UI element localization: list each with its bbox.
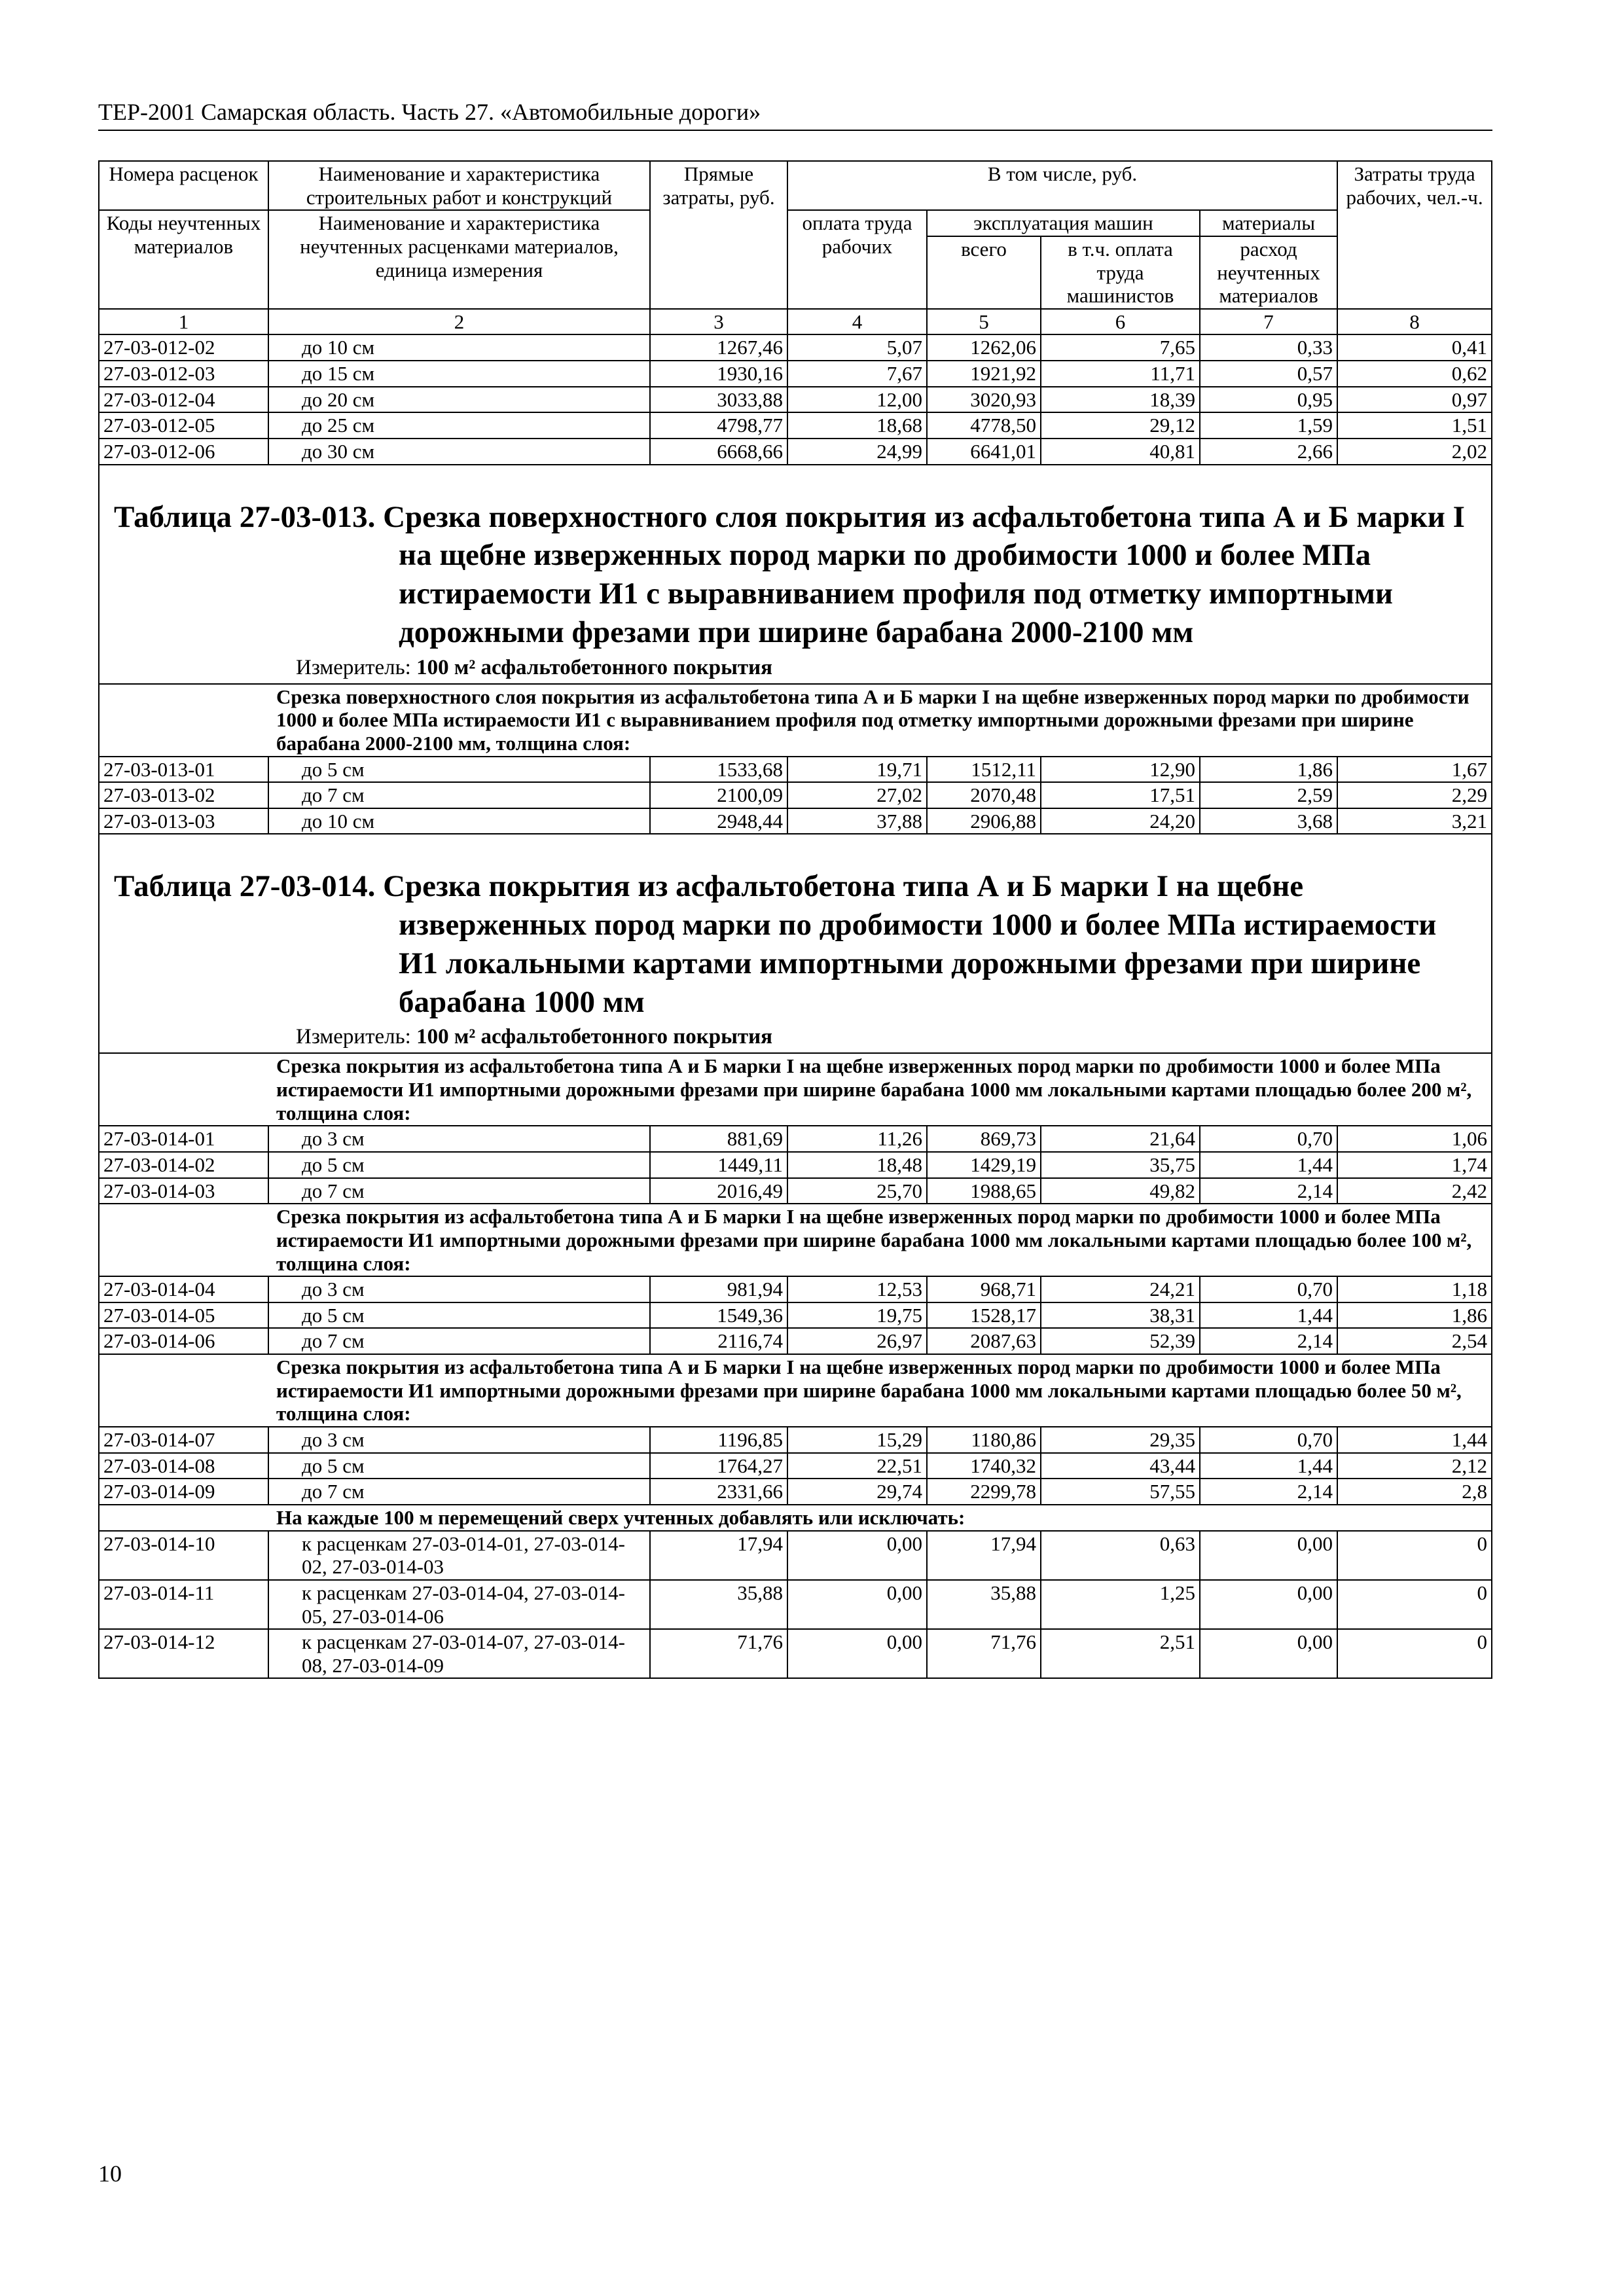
- value-cell: 2,02: [1337, 439, 1492, 465]
- col-number: 2: [268, 309, 650, 335]
- table-row: [99, 1178, 1492, 1204]
- table-013-caption: [99, 465, 1492, 684]
- group-row: [99, 1053, 1492, 1126]
- work-description: до 5 см: [268, 757, 650, 783]
- rate-code: 27-03-012-06: [99, 439, 268, 465]
- table-row: [99, 1531, 1492, 1580]
- value-cell: 1533,68: [650, 757, 787, 783]
- col3-header: Прямые затраты, руб.: [650, 161, 787, 309]
- work-description: к расценкам 27-03-014-01, 27-03-014-02, 27-03-014-03: [268, 1531, 650, 1580]
- value-cell: 25,70: [787, 1178, 927, 1204]
- rate-code: 27-03-014-09: [99, 1479, 268, 1505]
- value-cell: 5,07: [787, 334, 927, 361]
- running-header: ТЕР-2001 Самарская область. Часть 27. «Автомобильные дороги»: [98, 98, 1492, 131]
- value-cell: 1,74: [1337, 1152, 1492, 1178]
- table-row: [99, 1126, 1492, 1152]
- col4-header: оплата труда рабочих: [787, 210, 927, 309]
- col1-bottom-header: Коды неучтенных материалов: [99, 210, 268, 309]
- value-cell: 1,67: [1337, 757, 1492, 783]
- value-cell: 2,66: [1200, 439, 1337, 465]
- meter-value: 100 м² асфальтобетонного покрытия: [416, 655, 772, 679]
- col6-header: в т.ч. оплата труда машинистов: [1041, 236, 1200, 309]
- table-row: [99, 387, 1492, 413]
- table-013-caption-row: [99, 465, 1492, 684]
- value-cell: 2,8: [1337, 1479, 1492, 1505]
- meter-value: 100 м² асфальтобетонного покрытия: [416, 1025, 772, 1049]
- rate-code: 27-03-012-03: [99, 361, 268, 387]
- value-cell: 0,70: [1200, 1276, 1337, 1302]
- value-cell: 11,26: [787, 1126, 927, 1152]
- column-numbers-row: [99, 309, 1492, 335]
- value-cell: 0,70: [1200, 1126, 1337, 1152]
- table-row: [99, 1427, 1492, 1453]
- value-cell: 0,00: [1200, 1531, 1337, 1580]
- group-row: [99, 1354, 1492, 1427]
- table-row: [99, 412, 1492, 439]
- value-cell: 1930,16: [650, 361, 787, 387]
- col8-header: Затраты труда рабочих, чел.-ч.: [1337, 161, 1492, 309]
- value-cell: 1,44: [1200, 1152, 1337, 1178]
- table-row: [99, 1629, 1492, 1678]
- table-row: [99, 757, 1492, 783]
- value-cell: 12,00: [787, 387, 927, 413]
- rate-code: 27-03-014-10: [99, 1531, 268, 1580]
- work-description: до 15 см: [268, 361, 650, 387]
- rate-code: 27-03-014-08: [99, 1453, 268, 1479]
- table-row: [99, 1580, 1492, 1629]
- meter-label: Измеритель:: [296, 655, 411, 679]
- work-description: до 3 см: [268, 1427, 650, 1453]
- value-cell: 0,62: [1337, 361, 1492, 387]
- work-description: до 7 см: [268, 782, 650, 808]
- value-cell: 19,75: [787, 1302, 927, 1329]
- col-number: 4: [787, 309, 927, 335]
- value-cell: 2,14: [1200, 1328, 1337, 1354]
- rate-code: 27-03-013-03: [99, 808, 268, 834]
- value-cell: 22,51: [787, 1453, 927, 1479]
- value-cell: 49,82: [1041, 1178, 1200, 1204]
- rate-code: 27-03-014-01: [99, 1126, 268, 1152]
- col-number: 3: [650, 309, 787, 335]
- rate-code: 27-03-012-05: [99, 412, 268, 439]
- value-cell: 968,71: [927, 1276, 1041, 1302]
- value-cell: 43,44: [1041, 1453, 1200, 1479]
- group-heading: На каждые 100 м перемещений сверх учтенных добавлять или исключать:: [99, 1505, 1492, 1531]
- value-cell: 1,06: [1337, 1126, 1492, 1152]
- table-row: [99, 1152, 1492, 1178]
- group-row: [99, 1505, 1492, 1531]
- col5-header: всего: [927, 236, 1041, 309]
- value-cell: 18,39: [1041, 387, 1200, 413]
- col-number: 5: [927, 309, 1041, 335]
- value-cell: 981,94: [650, 1276, 787, 1302]
- value-cell: 0,33: [1200, 334, 1337, 361]
- work-description: до 10 см: [268, 334, 650, 361]
- work-description: к расценкам 27-03-014-07, 27-03-014-08, 27-03-014-09: [268, 1629, 650, 1678]
- value-cell: 19,71: [787, 757, 927, 783]
- value-cell: 1,86: [1337, 1302, 1492, 1329]
- group-heading: Срезка покрытия из асфальтобетона типа А и Б марки I на щебне изверженных пород марки по дробимости 1000 и более МПа истираемости И1 импортными дорожными фрезами при ширине барабана 1000 мм локальными картами площадью более 50 м², толщина слоя:: [99, 1354, 1492, 1427]
- value-cell: 1,18: [1337, 1276, 1492, 1302]
- value-cell: 21,64: [1041, 1126, 1200, 1152]
- value-cell: 2087,63: [927, 1328, 1041, 1354]
- group-heading: Срезка поверхностного слоя покрытия из асфальтобетона типа А и Б марки I на щебне изверженных пород марки по дробимости 1000 и более МПа истираемости И1 с выравниванием профиля под отметку импортными дорожными фрезами при ширине барабана 2000-2100 мм, толщина слоя:: [99, 684, 1492, 757]
- group-heading: Срезка покрытия из асфальтобетона типа А и Б марки I на щебне изверженных пород марки по дробимости 1000 и более МПа истираемости И1 импортными дорожными фрезами при ширине барабана 1000 мм локальными картами площадью более 100 м², толщина слоя:: [99, 1204, 1492, 1276]
- value-cell: 2906,88: [927, 808, 1041, 834]
- value-cell: 2299,78: [927, 1479, 1041, 1505]
- rate-code: 27-03-014-11: [99, 1580, 268, 1629]
- table-014-meter: [296, 1025, 1471, 1050]
- value-cell: 3033,88: [650, 387, 787, 413]
- value-cell: 2070,48: [927, 782, 1041, 808]
- value-cell: 0,70: [1200, 1427, 1337, 1453]
- value-cell: 12,53: [787, 1276, 927, 1302]
- value-cell: 1196,85: [650, 1427, 787, 1453]
- value-cell: 2,42: [1337, 1178, 1492, 1204]
- value-cell: 24,20: [1041, 808, 1200, 834]
- meter-label: Измеритель:: [296, 1025, 411, 1049]
- value-cell: 881,69: [650, 1126, 787, 1152]
- col1-top-header: Номера расценок: [99, 161, 268, 210]
- value-cell: 3020,93: [927, 387, 1041, 413]
- value-cell: 6668,66: [650, 439, 787, 465]
- value-cell: 0,00: [1200, 1629, 1337, 1678]
- col2-top-header: Наименование и характеристика строительных работ и конструкций: [268, 161, 650, 210]
- work-description: к расценкам 27-03-014-04, 27-03-014-05, 27-03-014-06: [268, 1580, 650, 1629]
- value-cell: 29,12: [1041, 412, 1200, 439]
- value-cell: 2,12: [1337, 1453, 1492, 1479]
- value-cell: 1449,11: [650, 1152, 787, 1178]
- table-row: [99, 439, 1492, 465]
- value-cell: 1,59: [1200, 412, 1337, 439]
- value-cell: 1,51: [1337, 412, 1492, 439]
- value-cell: 2,14: [1200, 1178, 1337, 1204]
- value-cell: 11,71: [1041, 361, 1200, 387]
- col2-bottom-header: Наименование и характеристика неучтенных расценками материалов, единица измерения: [268, 210, 650, 309]
- value-cell: 2116,74: [650, 1328, 787, 1354]
- value-cell: 71,76: [650, 1629, 787, 1678]
- value-cell: 29,74: [787, 1479, 927, 1505]
- materials-header: материалы: [1200, 210, 1337, 236]
- value-cell: 1988,65: [927, 1178, 1041, 1204]
- work-description: до 5 см: [268, 1302, 650, 1329]
- rate-code: 27-03-014-04: [99, 1276, 268, 1302]
- value-cell: 2,14: [1200, 1479, 1337, 1505]
- value-cell: 1921,92: [927, 361, 1041, 387]
- value-cell: 2100,09: [650, 782, 787, 808]
- value-cell: 12,90: [1041, 757, 1200, 783]
- rate-code: 27-03-014-02: [99, 1152, 268, 1178]
- col-number: 1: [99, 309, 268, 335]
- table-014-caption-row: [99, 834, 1492, 1053]
- header-row-1: [99, 161, 1492, 210]
- value-cell: 869,73: [927, 1126, 1041, 1152]
- value-cell: 17,94: [927, 1531, 1041, 1580]
- value-cell: 29,35: [1041, 1427, 1200, 1453]
- value-cell: 2,29: [1337, 782, 1492, 808]
- price-table: [98, 160, 1492, 1679]
- value-cell: 17,51: [1041, 782, 1200, 808]
- work-description: до 7 см: [268, 1178, 650, 1204]
- value-cell: 0,97: [1337, 387, 1492, 413]
- table-row: [99, 782, 1492, 808]
- machines-header: эксплуатация машин: [927, 210, 1200, 236]
- value-cell: 0: [1337, 1629, 1492, 1678]
- table-013-meter: [296, 656, 1471, 681]
- value-cell: 1,25: [1041, 1580, 1200, 1629]
- value-cell: 24,99: [787, 439, 927, 465]
- value-cell: 52,39: [1041, 1328, 1200, 1354]
- value-cell: 57,55: [1041, 1479, 1200, 1505]
- value-cell: 0,41: [1337, 334, 1492, 361]
- rate-code: 27-03-012-02: [99, 334, 268, 361]
- col-number: 8: [1337, 309, 1492, 335]
- table-014-caption: [99, 834, 1492, 1053]
- work-description: до 3 см: [268, 1126, 650, 1152]
- rate-code: 27-03-014-03: [99, 1178, 268, 1204]
- value-cell: 0: [1337, 1531, 1492, 1580]
- value-cell: 35,75: [1041, 1152, 1200, 1178]
- work-description: до 10 см: [268, 808, 650, 834]
- value-cell: 1764,27: [650, 1453, 787, 1479]
- rate-code: 27-03-014-12: [99, 1629, 268, 1678]
- table-row: [99, 334, 1492, 361]
- value-cell: 2016,49: [650, 1178, 787, 1204]
- work-description: до 25 см: [268, 412, 650, 439]
- value-cell: 4778,50: [927, 412, 1041, 439]
- value-cell: 1180,86: [927, 1427, 1041, 1453]
- value-cell: 4798,77: [650, 412, 787, 439]
- value-cell: 1429,19: [927, 1152, 1041, 1178]
- value-cell: 71,76: [927, 1629, 1041, 1678]
- rate-code: 27-03-012-04: [99, 387, 268, 413]
- col7-header: расход неучтенных материалов: [1200, 236, 1337, 309]
- table-013-title: Таблица 27-03-013. Срезка поверхностного слоя покрытия из асфальтобетона типа А и Б марки I на щебне изверженных пород марки по дробимости 1000 и более МПа истираемости И1 с выравниванием профиля под отметку импортными дорожными фрезами при ширине барабана 2000-2100 мм: [114, 499, 1465, 649]
- value-cell: 2,54: [1337, 1328, 1492, 1354]
- value-cell: 6641,01: [927, 439, 1041, 465]
- value-cell: 1740,32: [927, 1453, 1041, 1479]
- value-cell: 1,44: [1200, 1302, 1337, 1329]
- page-number: 10: [98, 2161, 122, 2187]
- table-row: [99, 1302, 1492, 1329]
- value-cell: 2,59: [1200, 782, 1337, 808]
- value-cell: 7,67: [787, 361, 927, 387]
- table-row: [99, 808, 1492, 834]
- value-cell: 18,68: [787, 412, 927, 439]
- value-cell: 15,29: [787, 1427, 927, 1453]
- table-014-title: Таблица 27-03-014. Срезка покрытия из асфальтобетона типа А и Б марки I на щебне изверженных пород марки по дробимости 1000 и более МПа истираемости И1 локальными картами импортными дорожными фрезами при ширине барабана 1000 мм: [114, 869, 1437, 1019]
- incl-header: В том числе, руб.: [787, 161, 1337, 210]
- value-cell: 24,21: [1041, 1276, 1200, 1302]
- value-cell: 0,00: [787, 1531, 927, 1580]
- value-cell: 0,00: [787, 1580, 927, 1629]
- rate-code: 27-03-013-02: [99, 782, 268, 808]
- table-row: [99, 1328, 1492, 1354]
- value-cell: 18,48: [787, 1152, 927, 1178]
- value-cell: 0,57: [1200, 361, 1337, 387]
- table-row: [99, 361, 1492, 387]
- value-cell: 27,02: [787, 782, 927, 808]
- value-cell: 37,88: [787, 808, 927, 834]
- header-row-2: [99, 210, 1492, 236]
- value-cell: 1528,17: [927, 1302, 1041, 1329]
- value-cell: 3,21: [1337, 808, 1492, 834]
- work-description: до 5 см: [268, 1152, 650, 1178]
- value-cell: 40,81: [1041, 439, 1200, 465]
- value-cell: 1549,36: [650, 1302, 787, 1329]
- value-cell: 0,95: [1200, 387, 1337, 413]
- value-cell: 0,63: [1041, 1531, 1200, 1580]
- value-cell: 3,68: [1200, 808, 1337, 834]
- value-cell: 1267,46: [650, 334, 787, 361]
- value-cell: 35,88: [927, 1580, 1041, 1629]
- table-row: [99, 1276, 1492, 1302]
- work-description: до 7 см: [268, 1328, 650, 1354]
- group-heading: Срезка покрытия из асфальтобетона типа А и Б марки I на щебне изверженных пород марки по дробимости 1000 и более МПа истираемости И1 импортными дорожными фрезами при ширине барабана 1000 мм локальными картами площадью более 200 м², толщина слоя:: [99, 1053, 1492, 1126]
- value-cell: 0,00: [787, 1629, 927, 1678]
- value-cell: 1,44: [1200, 1453, 1337, 1479]
- value-cell: 7,65: [1041, 334, 1200, 361]
- value-cell: 1,44: [1337, 1427, 1492, 1453]
- rate-code: 27-03-014-06: [99, 1328, 268, 1354]
- value-cell: 35,88: [650, 1580, 787, 1629]
- value-cell: 1262,06: [927, 334, 1041, 361]
- group-row: [99, 1204, 1492, 1276]
- work-description: до 3 см: [268, 1276, 650, 1302]
- value-cell: 2331,66: [650, 1479, 787, 1505]
- value-cell: 2948,44: [650, 808, 787, 834]
- col-number: 6: [1041, 309, 1200, 335]
- table-row: [99, 1453, 1492, 1479]
- rate-code: 27-03-013-01: [99, 757, 268, 783]
- value-cell: 26,97: [787, 1328, 927, 1354]
- rate-code: 27-03-014-05: [99, 1302, 268, 1329]
- value-cell: 1,86: [1200, 757, 1337, 783]
- group-row: [99, 684, 1492, 757]
- value-cell: 38,31: [1041, 1302, 1200, 1329]
- value-cell: 1512,11: [927, 757, 1041, 783]
- work-description: до 7 см: [268, 1479, 650, 1505]
- work-description: до 20 см: [268, 387, 650, 413]
- rate-code: 27-03-014-07: [99, 1427, 268, 1453]
- work-description: до 5 см: [268, 1453, 650, 1479]
- value-cell: 0: [1337, 1580, 1492, 1629]
- table-row: [99, 1479, 1492, 1505]
- value-cell: 2,51: [1041, 1629, 1200, 1678]
- col-number: 7: [1200, 309, 1337, 335]
- value-cell: 0,00: [1200, 1580, 1337, 1629]
- work-description: до 30 см: [268, 439, 650, 465]
- value-cell: 17,94: [650, 1531, 787, 1580]
